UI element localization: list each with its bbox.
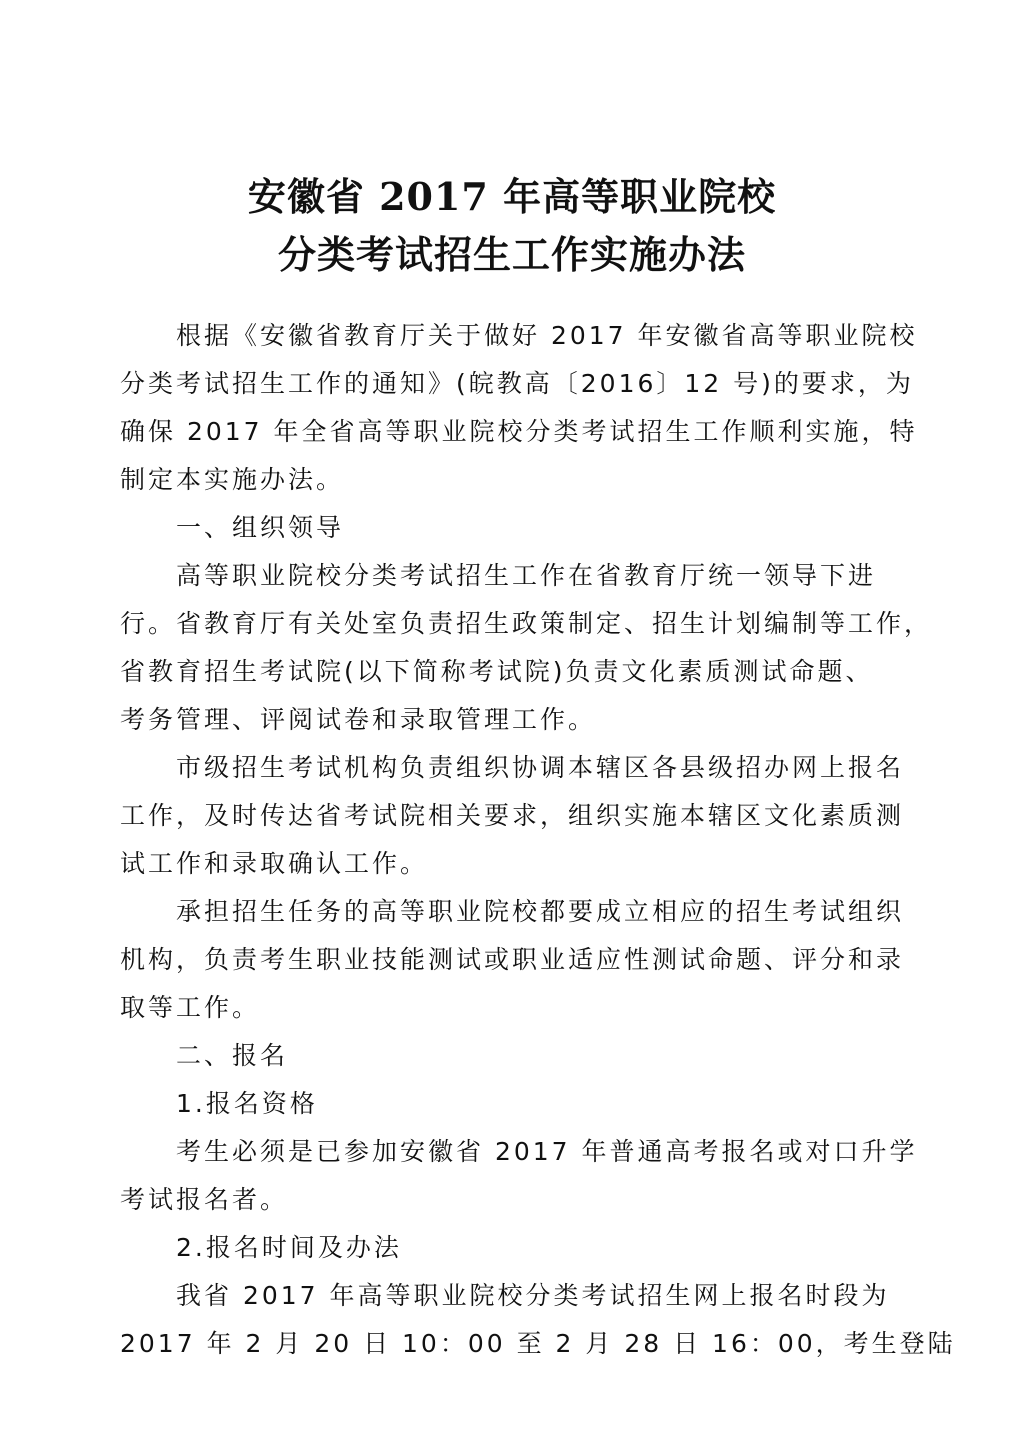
paragraph-line: 我省 2017 年高等职业院校分类考试招生网上报名时段为 bbox=[176, 1281, 890, 1310]
section-heading: 二、报名 bbox=[176, 1041, 289, 1070]
paragraph-line: 承担招生任务的高等职业院校都要成立相应的招生考试组织 bbox=[176, 897, 905, 926]
subsection-heading: 2.报名时间及办法 bbox=[176, 1233, 402, 1262]
document-title bbox=[0, 168, 1024, 284]
paragraph-line: 行。省教育厅有关处室负责招生政策制定、招生计划编制等工作， bbox=[120, 609, 933, 638]
paragraph-line: 确保 2017 年全省高等职业院校分类考试招生工作顺利实施，特 bbox=[120, 417, 918, 446]
title-line-1: 安徽省 2017 年高等职业院校 bbox=[247, 174, 777, 219]
document-body bbox=[120, 312, 956, 1368]
title-line-2: 分类考试招生工作实施办法 bbox=[277, 232, 746, 277]
paragraph-line: 工作，及时传达省考试院相关要求，组织实施本辖区文化素质测 bbox=[120, 801, 905, 830]
paragraph-line: 高等职业院校分类考试招生工作在省教育厅统一领导下进 bbox=[176, 561, 877, 590]
paragraph-line: 机构，负责考生职业技能测试或职业适应性测试命题、评分和录 bbox=[120, 945, 905, 974]
paragraph-line: 取等工作。 bbox=[120, 993, 261, 1022]
paragraph-line: 分类考试招生工作的通知》(皖教高〔2016〕12 号)的要求，为 bbox=[120, 369, 914, 398]
paragraph-line: 2017 年 2 月 20 日 10：00 至 2 月 28 日 16：00，考生登陆 bbox=[120, 1329, 956, 1358]
section-heading: 一、组织领导 bbox=[176, 513, 345, 542]
paragraph-line: 试工作和录取确认工作。 bbox=[120, 849, 429, 878]
subsection-heading: 1.报名资格 bbox=[176, 1089, 318, 1118]
paragraph-line: 考生必须是已参加安徽省 2017 年普通高考报名或对口升学 bbox=[176, 1137, 918, 1166]
paragraph-line: 考务管理、评阅试卷和录取管理工作。 bbox=[120, 705, 597, 734]
paragraph-line: 考试报名者。 bbox=[120, 1185, 289, 1214]
paragraph-line: 根据《安徽省教育厅关于做好 2017 年安徽省高等职业院校 bbox=[176, 321, 918, 350]
paragraph-line: 省教育招生考试院(以下简称考试院)负责文化素质测试命题、 bbox=[120, 657, 874, 686]
paragraph-line: 制定本实施办法。 bbox=[120, 465, 345, 494]
paragraph-line: 市级招生考试机构负责组织协调本辖区各县级招办网上报名 bbox=[176, 753, 905, 782]
